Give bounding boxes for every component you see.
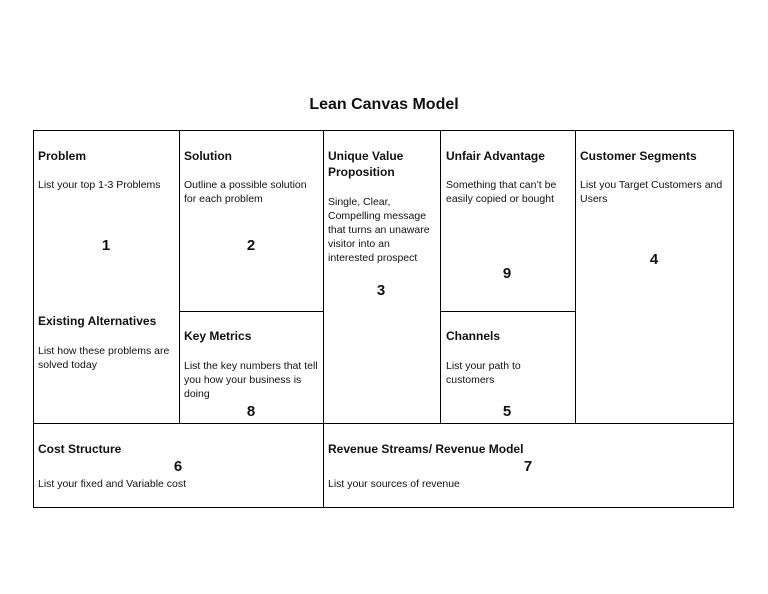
unfair-advantage-heading: Unfair Advantage — [446, 149, 545, 163]
key-metrics-description: List the key numbers that tell you how your business is doing — [184, 360, 318, 400]
page-title: Lean Canvas Model — [309, 96, 459, 113]
channels-description: List your path to customers — [446, 360, 521, 386]
existing-alternatives-description: List how these problems are solved today — [38, 345, 170, 371]
customer-segments-number: 4 — [649, 251, 659, 268]
problem-heading: Problem — [38, 149, 87, 163]
divider-h-advantage-channels — [440, 311, 576, 312]
channels-number: 5 — [502, 403, 512, 420]
revenue-streams-number: 7 — [523, 458, 533, 475]
cost-structure-number: 6 — [173, 458, 183, 475]
problem-number: 1 — [101, 237, 111, 254]
uvp-number: 3 — [376, 282, 386, 299]
customer-segments-heading: Customer Segments — [580, 149, 697, 163]
channels-heading: Channels — [446, 329, 501, 343]
revenue-streams-description: List your sources of revenue — [328, 478, 460, 490]
unfair-advantage-description: Something that can’t be easily copied or bought — [446, 179, 557, 205]
cost-structure-description: List your fixed and Variable cost — [38, 478, 187, 490]
key-metrics-number: 8 — [246, 403, 256, 420]
unfair-advantage-number: 9 — [502, 265, 512, 282]
key-metrics-heading: Key Metrics — [184, 329, 252, 343]
divider-v-advantage-segments — [575, 130, 576, 423]
divider-h-bottom-row — [33, 423, 734, 424]
divider-h-solution-metrics — [179, 311, 324, 312]
divider-v-solution-uvp — [323, 130, 324, 508]
divider-v-uvp-advantage — [440, 130, 441, 423]
revenue-streams-heading: Revenue Streams/ Revenue Model — [328, 442, 524, 456]
uvp-description: Single, Clear, Compelling message that turns an unaware visitor into an interested prospect — [328, 196, 430, 264]
customer-segments-description: List you Target Customers and Users — [580, 179, 723, 205]
problem-description: List your top 1-3 Problems — [38, 179, 161, 191]
solution-number: 2 — [246, 237, 256, 254]
solution-description: Outline a possible solution for each problem — [184, 179, 307, 205]
cost-structure-heading: Cost Structure — [38, 442, 122, 456]
solution-heading: Solution — [184, 149, 232, 163]
uvp-heading: Unique Value Proposition — [328, 149, 404, 179]
existing-alternatives-heading: Existing Alternatives — [38, 314, 157, 328]
divider-v-problem-solution — [179, 130, 180, 423]
